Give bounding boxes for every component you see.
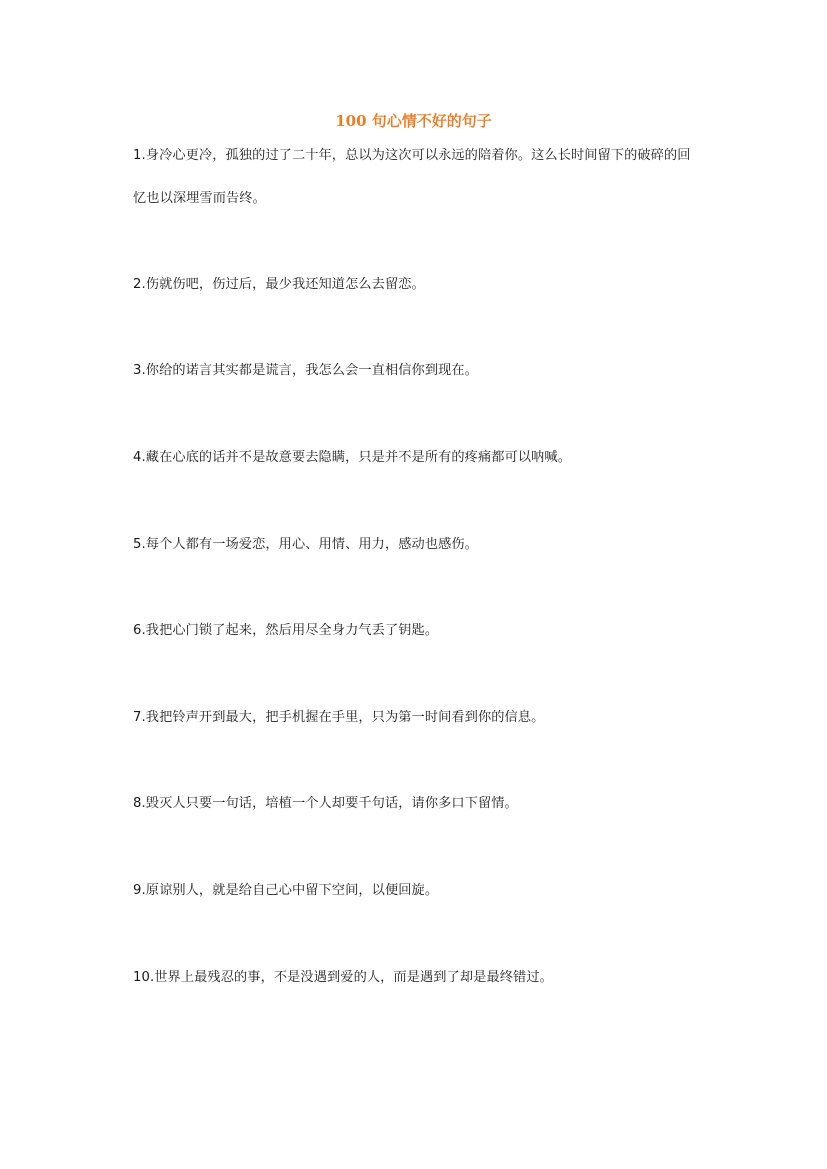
sentence-item-2: 2.伤就伤吧，伤过后，最少我还知道怎么去留恋。 — [133, 277, 425, 292]
sentence-item-1: 1.身冷心更冷，孤独的过了二十年，总以为这次可以永远的陪着你。这么长时间留下的破碎的回忆也以深埋雪而告终。 — [133, 148, 691, 206]
sentence-item-5: 5.每个人都有一场爱恋，用心、用情、用力，感动也感伤。 — [133, 537, 478, 552]
document-title: 100 句心情不好的句子 — [335, 112, 492, 130]
sentence-item-7: 7.我把铃声开到最大，把手机握在手里，只为第一时间看到你的信息。 — [133, 710, 545, 725]
sentence-item-9: 9.原谅别人，就是给自己心中留下空间，以便回旋。 — [133, 883, 439, 898]
sentence-item-8: 8.毁灭人只要一句话，培植一个人却要千句话，请你多口下留情。 — [133, 796, 518, 811]
sentence-item-10: 10.世界上最残忍的事，不是没遇到爱的人，而是遇到了却是最终错过。 — [133, 970, 553, 985]
sentence-item-6: 6.我把心门锁了起来，然后用尽全身力气丢了钥匙。 — [133, 623, 439, 638]
sentence-item-4: 4.藏在心底的话并不是故意要去隐瞒，只是并不是所有的疼痛都可以呐喊。 — [133, 450, 571, 465]
sentence-item-3: 3.你给的诺言其实都是谎言，我怎么会一直相信你到现在。 — [133, 363, 478, 378]
